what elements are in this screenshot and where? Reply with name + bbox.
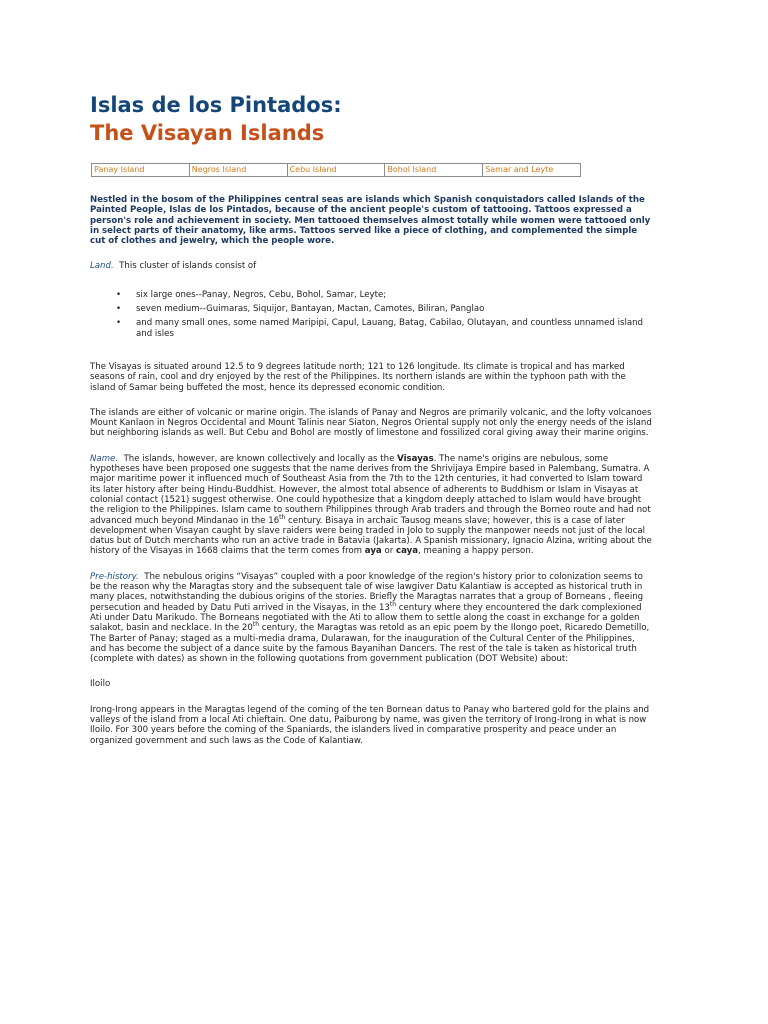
nav-link-bohol[interactable]: Bohol Island [385,164,483,176]
superscript: th [252,621,260,629]
prehistory-lead: Pre-history. [90,571,139,582]
name-lead: Name. [90,453,119,464]
name-text-4: , meaning a happy person. [418,546,534,557]
caya-term: caya [395,546,419,557]
volcanic-paragraph: The islands are either of volcanic or marine origin. The islands of Panay and Negros are primarily volcanic, and the lofty volcanoes Mount Kanlaon in Negros Occidental and Mount Talinis near Siaton, Negros Oriental supply not only the energy needs of the island but neighboring islands as well. But Cebu and Bohol are mostly of limestone and fossilized coral giving away their marine origins. [90,407,652,439]
nav-link-panay[interactable]: Panay Island [92,164,190,176]
list-item: • and many small ones, some named Maripipi, Capul, Lauang, Batag, Cabilao, Olutayan, and countless unnamed island and isles [136,318,652,339]
name-text-3: century. Bisaya in archaic Tausog means slave; however, this is a case of later development when Visayan caught by slave raiders were being traded in Jolo to supply the manpower needs not just of the local datus but of Dutch merchants who run an active trade in Batavia (Jakarta). A Spanish missionary, Ignacio Alzina, writing about the history of the Visayas in 1668 claims that the term comes from [90,515,652,557]
article-body [90,195,652,761]
list-item: • seven medium--Guimaras, Siquijor, Bantayan, Mactan, Camotes, Biliran, Panglao [136,304,652,314]
page-title: Islas de los Pintados: [90,93,342,117]
irong-paragraph: Irong-Irong appears in the Maragtas legend of the coming of the ten Bornean datus to Panay who bartered gold for the plains and valleys of the island from a local Ati chieftain. One datu, Paiburong by name, was given the territory of Irong-Irong in what is now Iloilo. For 300 years before the coming of the Spaniards, the islanders lived in comparative prosperity and peace under an organized government and such laws as the Code of Kalantiaw. [90,704,650,746]
or-text: or [381,546,396,557]
island-list [90,290,652,339]
name-paragraph [90,454,652,557]
superscript: th [279,513,286,521]
name-text-2: . The name's origins are nebulous, some hypotheses have been proposed one suggests that the name derives from the Shrivijaya Empire based in Palembang, Sumatra. A major maritime power it influenced much of Southeast Asia from the 7th to the 12th centuries, it had converted to Islam toward its later history after being Hindu-Buddhist. However, the almost total absence of adherents to Buddhism or Islam in Visayas at colonial contact (1521) suggest otherwise. One could hypothesize that a kingdom deeply attached to Islam would have brought the religion to the Philippines. Islam came to southern Philippines through Arab traders and through the Borneo route and had not advanced much beyond Mindanao in the 16 [90,453,651,526]
prehistory-paragraph [90,572,652,665]
island-nav [91,163,581,177]
visayas-term: Visayas [397,453,434,464]
iloilo-heading: Iloilo [90,679,111,690]
land-lead: Land. [90,261,114,272]
land-paragraph [90,261,652,271]
list-item: • six large ones--Panay, Negros, Cebu, Bohol, Samar, Leyte; [136,290,652,300]
climate-paragraph: The Visayas is situated around 12.5 to 9 degrees latitude north; 121 to 126 longitude. Its climate is tropical and has marked seasons of rain, cool and dry enjoyed by the rest of the Philippines. Its northern islands are within the typhoon path with the island of Samar being buffeted the most, hence its depressed economic condition. [90,361,626,393]
superscript: th [389,600,397,608]
prehistory-text-3: century, the Maragtas was retold as an epic poem by the Ilongo poet, Ricaredo Demetillo, The Barter of Panay; staged as a multi-media drama, Dularawan, for the inauguration of the Cultural Center of the Philippines, and has become the subject of a dance suite by the famous Bayanihan Dancers. The rest of the tale is taken as historical truth (complete with dates) as shown in the following quotations from government publication (DOT Website) about: [90,623,650,665]
page-subtitle: The Visayan Islands [90,121,325,145]
nav-link-samar-leyte[interactable]: Samar and Leyte [485,165,554,174]
aya-term: aya [364,546,382,557]
land-text: This cluster of islands consist of [119,261,257,272]
intro-paragraph: Nestled in the bosom of the Philippines central seas are islands which Spanish conquistadors called Islands of the Painted People, Islas de los Pintados, because of the ancient people's custom of tattooing. Tattoos expressed a person's role and achievement in society. Men tattooed themselves almost totally while women were tattooed only in select parts of their anatomy, like arms. Tattoos served like a piece of clothing, and complemented the simple cut of clothes and jewelry, which the people wore. [90,195,651,247]
prehistory-text-1: The nebulous origins “Visayas” coupled with a poor knowledge of the region's history prior to colonization seems to be the reason why the Maragtas story and the subsequent tale of wise lawgiver Datu Kalantiaw is accepted as historical truth in many places, notwithstanding the dubious origins of the stories. Briefly the Maragtas narrates that a group of Borneans , fleeing persecution and headed by Datu Puti arrived in the Visayas, in the 13 [90,571,644,613]
nav-link-cebu[interactable]: Cebu Island [288,164,386,176]
prehistory-text-2: century where they encountered the dark complexioned Ati under Datu Marikudo. The Borneans negotiated with the Ati to allow them to settle along the coast in exchange for a golden salakot, basin and necklace. In the 20 [90,602,642,634]
nav-link-negros[interactable]: Negros Island [190,164,288,176]
name-text-1: The islands, however, are known collectively and locally as the [123,453,395,464]
